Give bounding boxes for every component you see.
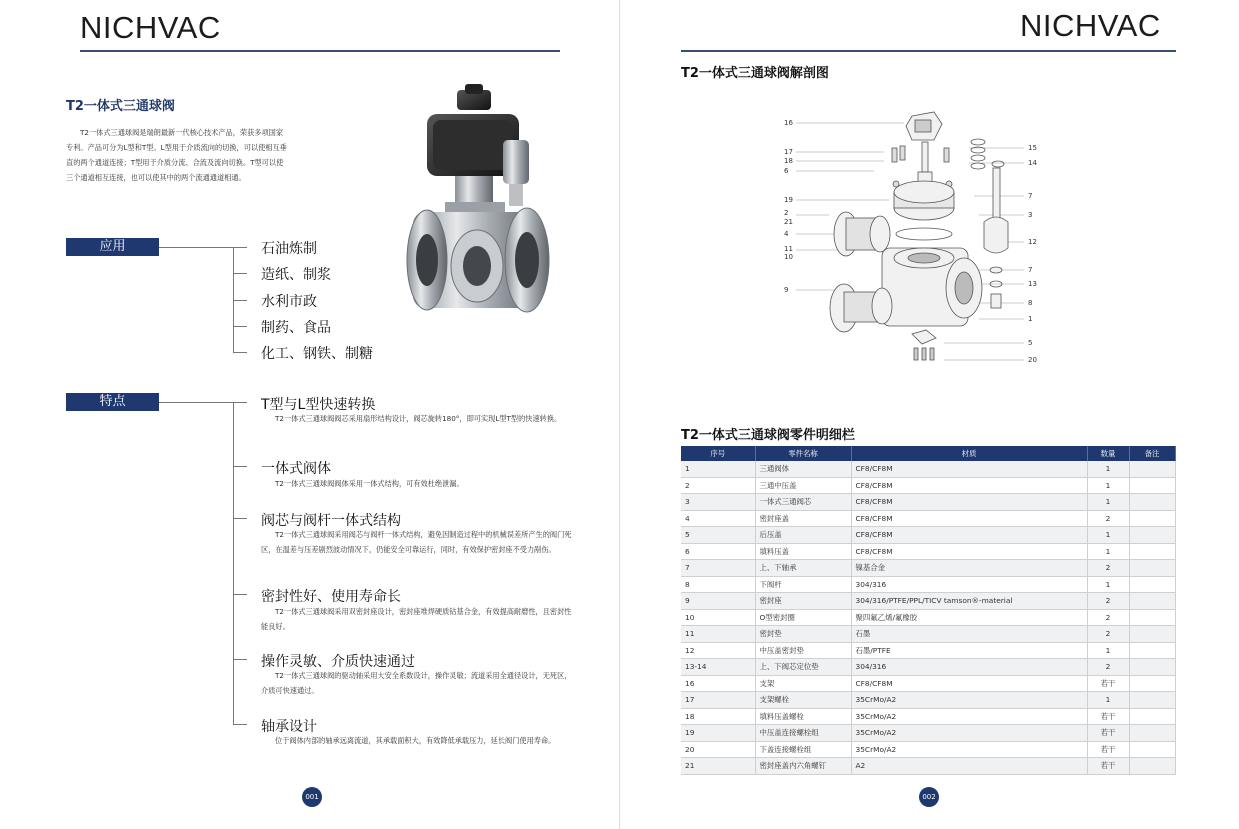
callout-label: 8 (1028, 299, 1033, 307)
part-material: 35CrMo/A2 (851, 692, 1087, 709)
part-name: 后压盖 (755, 527, 851, 544)
callout-label: 11 (784, 245, 793, 253)
page-gutter (619, 0, 620, 829)
callout-label: 7 (1028, 266, 1033, 274)
part-remark (1129, 477, 1175, 494)
row-number: 16 (681, 675, 755, 692)
callout-label: 4 (784, 230, 789, 238)
row-number: 21 (681, 758, 755, 775)
part-quantity: 若干 (1087, 758, 1129, 775)
part-material: 304/316/PTFE/PPL/TICV tamson®-material (851, 593, 1087, 610)
part-name: 上、下轴承 (755, 560, 851, 577)
part-remark (1129, 741, 1175, 758)
part-name: 中压盖连接螺栓组 (755, 725, 851, 742)
row-number: 5 (681, 527, 755, 544)
table-row (681, 461, 1175, 477)
part-remark (1129, 675, 1175, 692)
part-remark (1129, 708, 1175, 725)
table-row (681, 609, 1175, 626)
part-quantity: 若干 (1087, 675, 1129, 692)
part-name: 密封座盖内六角螺钉 (755, 758, 851, 775)
row-number: 19 (681, 725, 755, 742)
part-material: 石墨 (851, 626, 1087, 643)
feature-desc: T2一体式三通球阀阀芯采用扇形结构设计，阀芯旋转180°，即可实现L型T型的快速转换。 (275, 414, 562, 423)
table-row (681, 659, 1175, 676)
callout-label: 14 (1028, 159, 1037, 167)
part-quantity: 2 (1087, 626, 1129, 643)
part-name: 填料压盖螺栓 (755, 708, 851, 725)
part-name: 密封座盖 (755, 510, 851, 527)
part-material: CF8/CF8M (851, 675, 1087, 692)
header-rule (80, 50, 560, 52)
callout-label: 21 (784, 218, 793, 226)
product-title: T2一体式三通球阀 (66, 99, 175, 114)
callout-label: 12 (1028, 238, 1037, 246)
row-number: 4 (681, 510, 755, 527)
feature-title: T型与L型快速转换 (261, 397, 376, 413)
part-quantity: 1 (1087, 692, 1129, 709)
part-material: 35CrMo/A2 (851, 708, 1087, 725)
part-quantity: 2 (1087, 609, 1129, 626)
page-right (619, 0, 1239, 829)
callout-label: 10 (784, 253, 793, 261)
table-row (681, 560, 1175, 577)
page-left (0, 0, 619, 829)
part-material: CF8/CF8M (851, 543, 1087, 560)
callout-label: 7 (1028, 192, 1033, 200)
brand-logo: NICHVAC (1020, 8, 1161, 43)
feature-title: 轴承设计 (261, 719, 317, 735)
part-remark (1129, 725, 1175, 742)
diagram-title: T2一体式三通球阀解剖图 (681, 66, 829, 81)
feature-title: 一体式阀体 (261, 461, 331, 477)
feature-desc: T2一体式三通球阀采用双密封座设计，密封座堆焊硬质钴基合金，有效提高耐磨性，且密封性能良好。 (261, 607, 572, 631)
column-header: 备注 (1129, 446, 1175, 461)
part-name: 中压盖密封垫 (755, 642, 851, 659)
exploded-view-diagram (784, 108, 1044, 370)
part-name: 上、下阀芯定位垫 (755, 659, 851, 676)
table-row (681, 477, 1175, 494)
callout-label: 18 (784, 157, 793, 165)
feature-desc: 位于阀体内部的轴承远离流道，其承载面积大，有效降低承载压力，延长阀门使用寿命。 (275, 736, 556, 745)
callout-label: 20 (1028, 356, 1037, 364)
row-number: 8 (681, 576, 755, 593)
feature-desc: T2一体式三通球阀采用阀芯与阀杆一体式结构，避免因制造过程中的机械误差所产生的阀门死区，在温差与压差剧烈波动情况下，仍能安全可靠运行，同时，有效保护密封座不受力剐伤。 (261, 530, 572, 554)
part-name: 密封座 (755, 593, 851, 610)
part-name: 三通中压盖 (755, 477, 851, 494)
part-quantity: 若干 (1087, 708, 1129, 725)
table-row (681, 708, 1175, 725)
row-number: 2 (681, 477, 755, 494)
part-quantity: 1 (1087, 576, 1129, 593)
part-name: 下阀杆 (755, 576, 851, 593)
part-material: CF8/CF8M (851, 477, 1087, 494)
row-number: 3 (681, 494, 755, 511)
application-item: 石油炼制 (261, 241, 317, 257)
table-row (681, 510, 1175, 527)
table-row (681, 527, 1175, 544)
part-quantity: 1 (1087, 527, 1129, 544)
callout-label: 3 (1028, 211, 1033, 219)
table-row (681, 543, 1175, 560)
feature-title: 密封性好、使用寿命长 (261, 589, 401, 605)
feature-title: 操作灵敏、介质快速通过 (261, 654, 415, 670)
part-material: 35CrMo/A2 (851, 725, 1087, 742)
table-title: T2一体式三通球阀零件明细栏 (681, 428, 855, 443)
part-quantity: 1 (1087, 543, 1129, 560)
part-remark (1129, 642, 1175, 659)
feature-title: 阀芯与阀杆一体式结构 (261, 513, 401, 529)
callout-label: 1 (1028, 315, 1033, 323)
callout-label: 5 (1028, 339, 1033, 347)
row-number: 6 (681, 543, 755, 560)
application-item: 制药、食品 (261, 320, 331, 336)
part-remark (1129, 510, 1175, 527)
part-remark (1129, 593, 1175, 610)
column-header: 数量 (1087, 446, 1129, 461)
part-name: 三通阀体 (755, 461, 851, 477)
features-connector (159, 402, 233, 403)
header-rule (681, 50, 1176, 52)
application-item: 水利市政 (261, 294, 317, 310)
page-number: 001 (302, 787, 322, 807)
part-quantity: 若干 (1087, 725, 1129, 742)
feature-desc: T2一体式三通球阀阀体采用一体式结构，可有效杜绝泄漏。 (275, 479, 464, 488)
column-header: 材质 (851, 446, 1087, 461)
callout-label: 15 (1028, 144, 1037, 152)
feature-desc: T2一体式三通球阀的驱动轴采用大安全系数设计，操作灵敏；流道采用全通径设计，无死区，介质可快速通过。 (261, 671, 572, 695)
callout-label: 9 (784, 286, 789, 294)
part-name: 填料压盖 (755, 543, 851, 560)
table-row (681, 675, 1175, 692)
application-connector (159, 247, 233, 248)
part-material: 304/316 (851, 576, 1087, 593)
part-material: CF8/CF8M (851, 510, 1087, 527)
part-remark (1129, 659, 1175, 676)
part-quantity: 2 (1087, 510, 1129, 527)
callout-label: 17 (784, 148, 793, 156)
brand-logo: NICHVAC (80, 10, 221, 45)
table-row (681, 725, 1175, 742)
table-row (681, 593, 1175, 610)
part-name: 支架螺栓 (755, 692, 851, 709)
callout-label: 13 (1028, 280, 1037, 288)
part-remark (1129, 560, 1175, 577)
callout-label: 6 (784, 167, 789, 175)
part-quantity: 1 (1087, 461, 1129, 477)
part-remark (1129, 609, 1175, 626)
part-remark (1129, 758, 1175, 775)
part-quantity: 2 (1087, 659, 1129, 676)
application-badge: 应用 (66, 238, 159, 256)
part-material: CF8/CF8M (851, 494, 1087, 511)
part-material: CF8/CF8M (851, 527, 1087, 544)
product-intro: T2一体式三通球阀是瑞朗最新一代核心技术产品，荣获多项国家专利。产品可分为L型和T型。L型用于介质流向的切换，可以使相互垂直的两个通道连接；T型用于介质分流、合流及流向切换。T型可以使三个通道相互连接，也可以使其中的两个流通通道相通。 (66, 128, 287, 182)
table-row (681, 626, 1175, 643)
part-remark (1129, 494, 1175, 511)
row-number: 10 (681, 609, 755, 626)
parts-table (681, 446, 1176, 775)
part-name: 支架 (755, 675, 851, 692)
part-remark (1129, 576, 1175, 593)
part-remark (1129, 543, 1175, 560)
row-number: 11 (681, 626, 755, 643)
row-number: 17 (681, 692, 755, 709)
features-badge: 特点 (66, 393, 159, 411)
row-number: 1 (681, 461, 755, 477)
row-number: 20 (681, 741, 755, 758)
valve-product-image (405, 84, 553, 320)
table-row (681, 576, 1175, 593)
row-number: 13-14 (681, 659, 755, 676)
row-number: 7 (681, 560, 755, 577)
row-number: 9 (681, 593, 755, 610)
table-row (681, 741, 1175, 758)
part-material: A2 (851, 758, 1087, 775)
part-remark (1129, 527, 1175, 544)
part-name: 密封垫 (755, 626, 851, 643)
application-item: 造纸、制浆 (261, 267, 331, 283)
part-quantity: 1 (1087, 642, 1129, 659)
table-row (681, 642, 1175, 659)
part-remark (1129, 692, 1175, 709)
part-material: 石墨/PTFE (851, 642, 1087, 659)
part-name: 下盖连接螺栓组 (755, 741, 851, 758)
part-quantity: 2 (1087, 560, 1129, 577)
part-remark (1129, 626, 1175, 643)
part-quantity: 1 (1087, 477, 1129, 494)
part-quantity: 2 (1087, 593, 1129, 610)
table-row (681, 494, 1175, 511)
column-header: 零件名称 (755, 446, 851, 461)
part-material: 35CrMo/A2 (851, 741, 1087, 758)
row-number: 18 (681, 708, 755, 725)
part-quantity: 若干 (1087, 741, 1129, 758)
table-header-row (681, 446, 1175, 461)
part-quantity: 1 (1087, 494, 1129, 511)
table-row (681, 758, 1175, 775)
part-material: CF8/CF8M (851, 461, 1087, 477)
part-name: 一体式三通阀芯 (755, 494, 851, 511)
features-tree-line (233, 402, 234, 724)
table-row (681, 692, 1175, 709)
part-material: 304/316 (851, 659, 1087, 676)
part-remark (1129, 461, 1175, 477)
callout-label: 2 (784, 209, 789, 217)
callout-label: 16 (784, 119, 793, 127)
application-item: 化工、钢铁、制糖 (261, 346, 373, 362)
page-number: 002 (919, 787, 939, 807)
part-name: O型密封圈 (755, 609, 851, 626)
part-material: 镍基合金 (851, 560, 1087, 577)
column-header: 序号 (681, 446, 755, 461)
callout-label: 19 (784, 196, 793, 204)
row-number: 12 (681, 642, 755, 659)
part-material: 聚四氟乙烯/氟橡胶 (851, 609, 1087, 626)
